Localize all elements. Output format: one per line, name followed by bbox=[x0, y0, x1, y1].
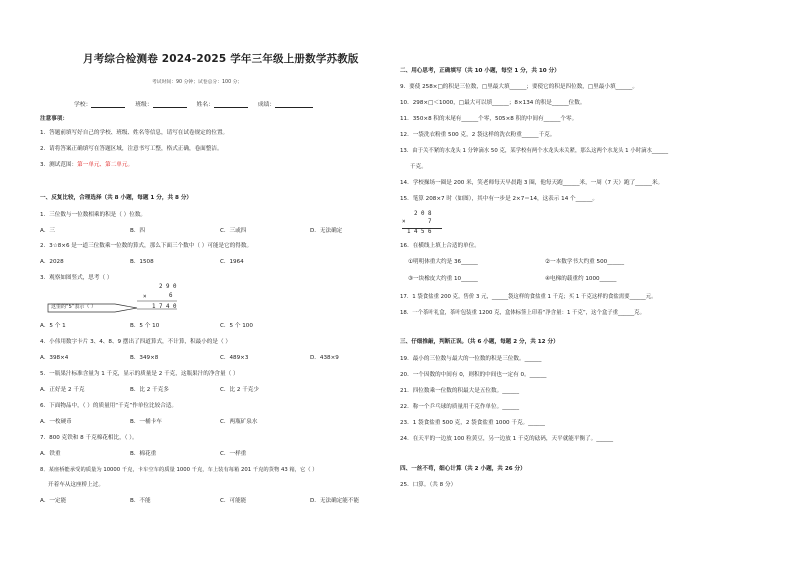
section-2-heading: 二、用心思考，正确填写（共 10 小题，每空 1 分，共 10 分） bbox=[400, 68, 560, 74]
school-field[interactable] bbox=[91, 101, 125, 108]
name-field[interactable] bbox=[214, 101, 248, 108]
times-icon: × bbox=[402, 219, 406, 225]
q8-option-a[interactable]: A．一定能 bbox=[40, 498, 67, 504]
question-8-continued: 开着车从这座桥上过。 bbox=[48, 482, 104, 488]
test-range: 第一单元、第二单元。 bbox=[77, 162, 134, 168]
question-3: 3．观察如图竖式，思考（ ） bbox=[40, 275, 113, 281]
q4-option-d[interactable]: D．438×9 bbox=[310, 355, 339, 361]
school-label: 学校： bbox=[74, 102, 92, 108]
q4-option-c[interactable]: C．489×3 bbox=[220, 355, 249, 361]
score-field[interactable] bbox=[275, 101, 313, 108]
q1-option-d[interactable]: D．无法确定 bbox=[310, 228, 343, 234]
section-1-heading: 一、反复比较，合理选择（共 8 小题，每题 1 分，共 8 分） bbox=[40, 195, 193, 201]
question-16: 16．在横线上填上合适的单位。 bbox=[400, 243, 480, 249]
class-label: 班级： bbox=[135, 102, 153, 108]
question-13-continued: 千克。 bbox=[410, 164, 427, 170]
question-5: 5．一瓶果汁标准含量为 1 千克，显示的质量是 2 千克，这瓶果汁的净含量（ ） bbox=[40, 371, 239, 377]
question-13: 13．由于关不紧的水龙头 1 分钟滴水 50 克，某学校有两个水龙头未关紧，那么这两个水龙头 1 小时滴水______ bbox=[400, 148, 669, 154]
q16-item-4: ④电梯的载重约 1000______ bbox=[545, 276, 617, 282]
q8-option-b[interactable]: B．不能 bbox=[130, 498, 151, 504]
q6-option-c[interactable]: C．两瓶矿泉水 bbox=[220, 419, 258, 425]
q6-option-b[interactable]: B．一桶卡车 bbox=[130, 419, 162, 425]
name-label: 姓名： bbox=[196, 102, 214, 108]
class-field[interactable] bbox=[153, 101, 187, 108]
q3-calc-top: 2 9 0 bbox=[159, 284, 177, 290]
question-9: 9．要使 258×□的积是三位数，□里最大填______；要使它的积是四位数，□里最小填______。 bbox=[400, 84, 638, 90]
info-fields bbox=[74, 99, 394, 108]
q5-option-a[interactable]: A．正好是 2 千克 bbox=[40, 387, 85, 393]
question-25: 25．口算。（共 8 分） bbox=[400, 482, 457, 488]
q3-option-b[interactable]: B．5 个 10 bbox=[130, 323, 160, 329]
q16-item-1: ①明明体重大约是 36______ bbox=[408, 259, 478, 265]
question-21: 21．四位数乘一位数的积最大是五位数。______ bbox=[400, 388, 519, 394]
q1-option-a[interactable]: A．三 bbox=[40, 228, 56, 234]
question-2: 2．3☆8×6 是一道三位数乘一位数的算式，那么下面三个数中（ ）可能是它的得数。 bbox=[40, 243, 253, 249]
q5-option-c[interactable]: C．比 2 千克少 bbox=[220, 387, 259, 393]
question-10: 10．298×□＜1000，□最大可以填______；8×134 的积是______位数。 bbox=[400, 100, 586, 106]
q8-option-c[interactable]: C．可能能 bbox=[220, 498, 247, 504]
q7-option-c[interactable]: C．一样重 bbox=[220, 451, 247, 457]
q15-calc-top: 2 0 8 bbox=[414, 211, 432, 217]
question-11: 11．350×8 积的末尾有______个零，505×8 积的中间有______个零。 bbox=[400, 116, 578, 122]
question-6: 6．下面物品中，（ ）的质量用“千克”作单位比较合适。 bbox=[40, 403, 177, 409]
times-icon: × bbox=[143, 294, 147, 300]
q2-option-a[interactable]: A．2028 bbox=[40, 259, 64, 265]
q3-calc-result: 1 7 4 0 bbox=[152, 304, 177, 310]
q2-option-c[interactable]: C．1964 bbox=[220, 259, 244, 265]
q16-item-3: ③一块橡皮大约重 10______ bbox=[408, 276, 478, 282]
question-17: 17．1 袋食盐重 200 克，售价 3 元，______袋这样的食盐重 1 千克；买 1 千克这样的食盐需要______元。 bbox=[400, 294, 657, 300]
q3-option-c[interactable]: C．5 个 100 bbox=[220, 323, 253, 329]
question-4: 4．小伟用数字卡片 3、4、8、9 摆出了四道算式，不计算，积最小的是（ ） bbox=[40, 339, 231, 345]
note-2: 2．请将答案正确填写在答题区域，注意书写工整，格式正确，卷面整洁。 bbox=[40, 146, 223, 152]
q8-option-d[interactable]: D．无法确定能不能 bbox=[310, 498, 360, 504]
q1-option-b[interactable]: B．四 bbox=[130, 228, 146, 234]
question-22: 22．称一个乒乓球的质量用千克作单位。______ bbox=[400, 404, 519, 410]
page-title: 月考综合检测卷 2024-2025 学年三年级上册数学苏教版 bbox=[83, 53, 359, 65]
note-1: 1．答题前填写好自己的学校、班级、姓名等信息，请写在试卷规定的位置。 bbox=[40, 130, 229, 136]
question-15: 15．笔算 208×7 时（如图），其中有一步是 2×7＝14，这表示 14 个______。 bbox=[400, 196, 599, 202]
question-24: 24．在天平的一边放 100 粒黄豆，另一边放 1 千克的砝码，天平就能平衡了。______ bbox=[400, 436, 614, 442]
q15-calc-multiplier: 7 bbox=[428, 219, 432, 225]
question-20: 20．一个因数的中间有 0，则积的中间也一定有 0。______ bbox=[400, 372, 547, 378]
q4-option-b[interactable]: B．349×8 bbox=[130, 355, 159, 361]
question-8: 8．某座桥能承受的质量为 10000 千克，卡车空车的质量 1000 千克，车上装有每箱 201 千克的货物 43 箱，它（ ） bbox=[40, 467, 318, 473]
q6-option-a[interactable]: A．一枚硬币 bbox=[40, 419, 72, 425]
section-4-heading: 四、一丝不苟，细心计算（共 2 小题，共 26 分） bbox=[400, 466, 526, 472]
question-23: 23．1 袋食盐重 500 克，2 袋食盐重 1000 千克。______ bbox=[400, 420, 545, 426]
q7-option-b[interactable]: B．棉花重 bbox=[130, 451, 157, 457]
section-3-heading: 三、仔细推敲，判断正误。（共 6 小题，每题 2 分，共 12 分） bbox=[400, 339, 559, 345]
q3-callout: 这里的“5”表示（ ） bbox=[51, 304, 96, 310]
q1-option-c[interactable]: C．三或四 bbox=[220, 228, 247, 234]
score-label: 成绩： bbox=[257, 102, 276, 108]
question-18: 18．一个茶叶礼盒，茶叶包装重 1200 克，盒体标签上印着“净含量：1 千克”，这个盒子重______克。 bbox=[400, 310, 645, 316]
note-3: 3．测试范围：第一单元、第二单元。 bbox=[40, 162, 134, 168]
q4-option-a[interactable]: A．398×4 bbox=[40, 355, 69, 361]
q3-calc-multiplier: 6 bbox=[169, 293, 173, 299]
question-7: 7．800 克铁和 8 千克棉花相比，（ ）。 bbox=[40, 435, 138, 441]
question-1: 1．三位数与一位数相乘的积是（ ）位数。 bbox=[40, 212, 147, 218]
question-19: 19．最小的三位数与最大的一位数的积是三位数。______ bbox=[400, 356, 542, 362]
question-12: 12．一袋洗衣粉重 500 克，2 袋这样的洗衣粉重______千克。 bbox=[400, 132, 556, 138]
q2-option-b[interactable]: B．1508 bbox=[130, 259, 154, 265]
notes-heading: 注意事项： bbox=[40, 116, 68, 122]
q3-option-a[interactable]: A．5 个 1 bbox=[40, 323, 66, 329]
q7-option-a[interactable]: A．铁重 bbox=[40, 451, 61, 457]
page-subtitle: 考试时间：90 分钟；试卷总分：100 分； bbox=[152, 80, 243, 85]
q5-option-b[interactable]: B．比 2 千克多 bbox=[130, 387, 169, 393]
q15-calc-result: 1 4 5 6 bbox=[407, 229, 432, 235]
q16-item-2: ②一本数学书大约重 500______ bbox=[545, 259, 625, 265]
question-14: 14．学校操场一圈是 200 米，笑老师每天早晨跑 3 圈，他每天跑______米，一周（7 天）跑了______米。 bbox=[400, 180, 664, 186]
